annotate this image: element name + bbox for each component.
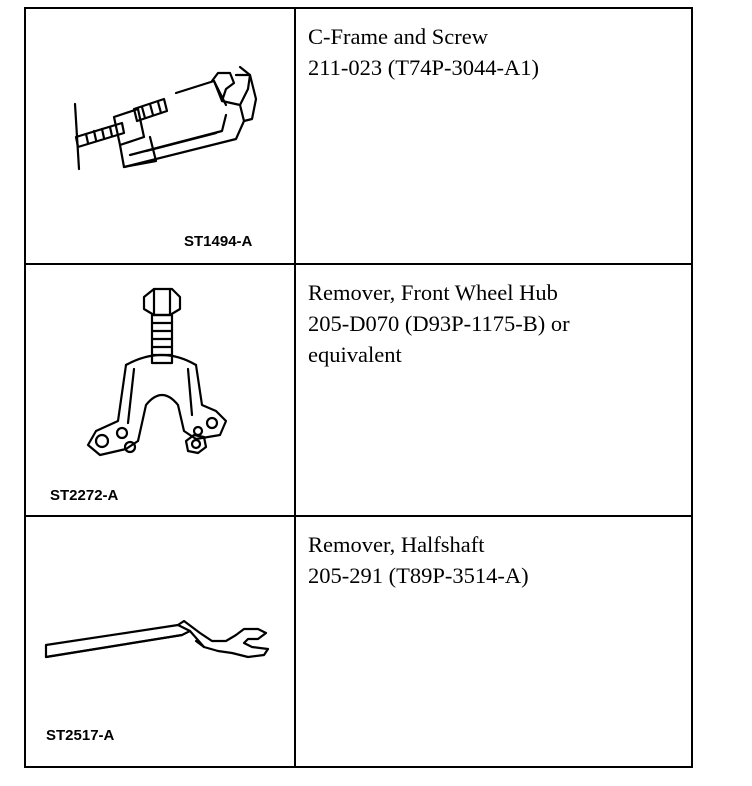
c-frame-screw-icon bbox=[26, 9, 294, 265]
tool-description-cell bbox=[295, 516, 692, 767]
tool-part-number: 211-023 (T74P-3044-A1) bbox=[308, 55, 540, 80]
tool-description-cell bbox=[295, 264, 692, 516]
special-tools-table bbox=[24, 7, 693, 768]
tool-name: Remover, Halfshaft bbox=[308, 532, 485, 557]
tool-code: ST2272-A bbox=[50, 487, 119, 504]
tool-part-number: 205-291 (T89P-3514-A) bbox=[308, 563, 529, 588]
tool-code: ST1494-A bbox=[184, 233, 253, 250]
tool-note: equivalent bbox=[308, 342, 402, 367]
tool-image-cell bbox=[25, 516, 295, 767]
tool-row-c-frame bbox=[25, 8, 692, 264]
tool-image-cell bbox=[25, 264, 295, 516]
tool-code: ST2517-A bbox=[46, 727, 115, 744]
tool-row-halfshaft-remover bbox=[25, 516, 692, 767]
tool-image-cell bbox=[25, 8, 295, 264]
tool-name: C-Frame and Screw bbox=[308, 24, 488, 49]
tool-row-hub-remover bbox=[25, 264, 692, 516]
hub-remover-icon bbox=[26, 265, 294, 517]
tool-description-cell bbox=[295, 8, 692, 264]
tool-name: Remover, Front Wheel Hub bbox=[308, 280, 558, 305]
tool-part-number: 205-D070 (D93P-1175-B) or bbox=[308, 311, 570, 336]
